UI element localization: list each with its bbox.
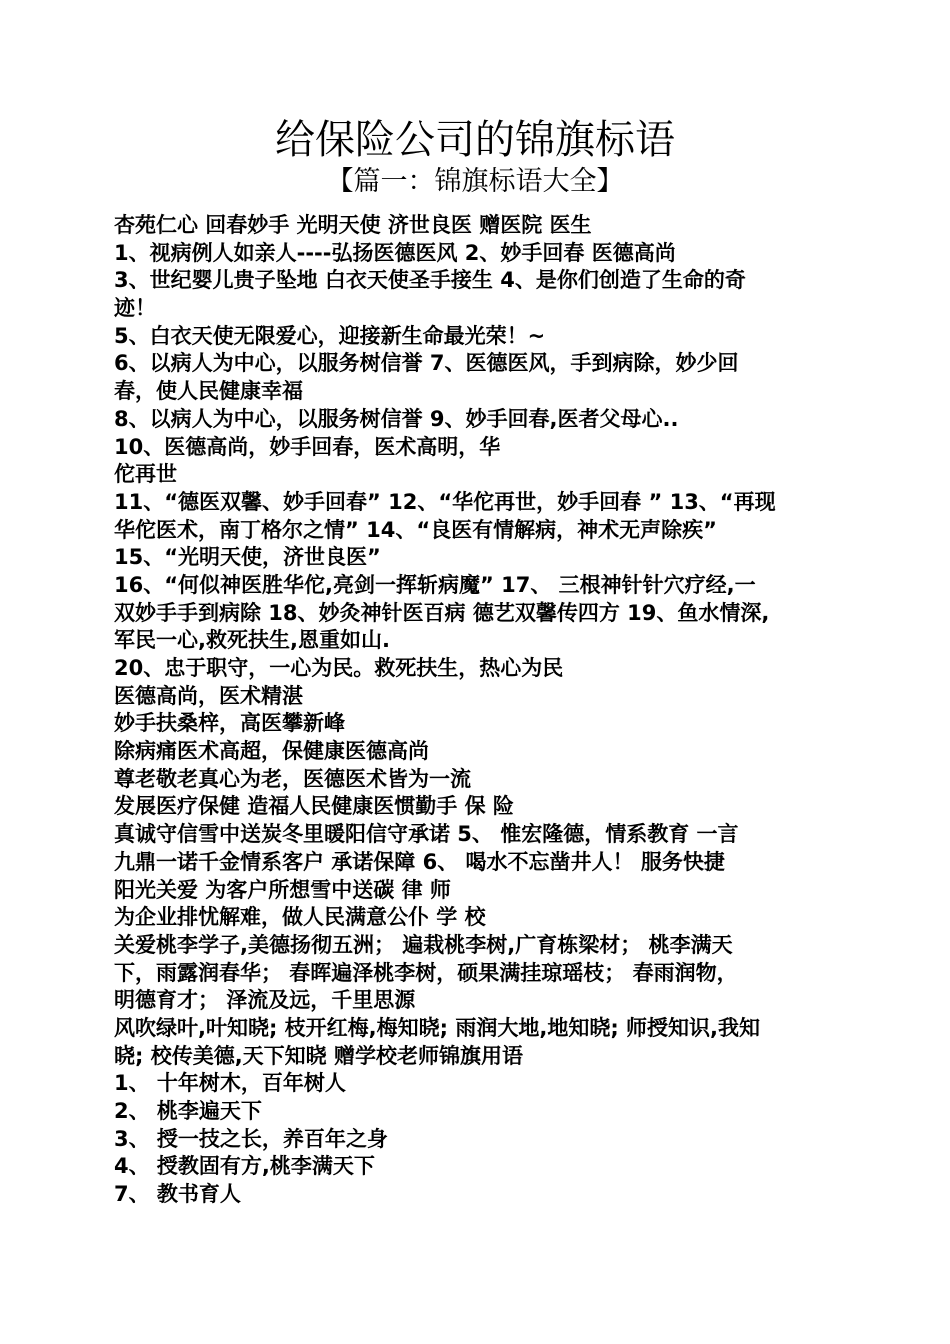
text-line: 10、医德高尚，妙手回春，医术高明，华 — [114, 434, 501, 459]
text-line: 真诚守信雪中送炭冬里暖阳信守承诺 5、 惟宏隆德，情系教育 一言 — [114, 822, 739, 847]
text-line: 迹！ — [114, 296, 156, 321]
text-line: 8、以病人为中心，以服务树信誉 9、妙手回春,医者父母心.. — [114, 406, 679, 431]
text-line: 杏苑仁心 回春妙手 光明天使 济世良医 赠医院 医生 — [114, 213, 592, 237]
text-line: 15、“光明天使，济世良医” — [114, 545, 381, 570]
text-line: 6、以病人为中心，以服务树信誉 7、医德医风，手到病除，妙少回 — [114, 351, 739, 376]
document-title: 给保险公司的锦旗标语 — [275, 117, 675, 163]
text-line: 九鼎一诺千金情系客户 承诺保障 6、 喝水不忘凿井人！ 服务快捷 — [114, 849, 725, 874]
text-line: 1、 十年树木，百年树人 — [114, 1071, 346, 1096]
text-line: 下，雨露润春华； 春晖遍泽桃李树，硕果满挂琼瑶枝； 春雨润物， — [114, 960, 738, 985]
text-line: 11、“德医双馨、妙手回春” 12、“华佗再世，妙手回春 ” 13、“再现 — [114, 489, 776, 514]
text-line: 7、 教书育人 — [114, 1182, 241, 1207]
text-line: 2、 桃李遍天下 — [114, 1099, 262, 1123]
text-line: 关爱桃李学子,美德扬彻五洲； 遍栽桃李树,广育栋梁材； 桃李满天 — [114, 932, 733, 957]
text-line: 16、“何似神医胜华佗,亮剑一挥斩病魔” 17、 三根神针针穴疗经,一 — [114, 572, 756, 597]
text-line: 医德高尚，医术精湛 — [114, 683, 303, 708]
text-line: 佗再世 — [114, 462, 177, 487]
document-body — [114, 212, 842, 1209]
text-line: 3、 授一技之长，养百年之身 — [114, 1126, 388, 1151]
text-line: 尊老敬老真心为老，医德医术皆为一流 — [114, 766, 471, 791]
text-line: 双妙手手到病除 18、妙灸神针医百病 德艺双馨传四方 19、鱼水情深, — [114, 600, 770, 625]
text-line: 20、忠于职守，一心为民。救死扶生，热心为民 — [114, 656, 564, 680]
text-line: 春，使人民健康幸福 — [114, 379, 303, 404]
text-line: 发展医疗保健 造福人民健康医惯勤手 保 险 — [114, 794, 514, 819]
text-line: 5、白衣天使无限爱心，迎接新生命最光荣！~ — [114, 323, 546, 348]
text-line: 3、世纪婴儿贵子坠地 白衣天使圣手接生 4、是你们创造了生命的奇 — [114, 268, 746, 293]
text-line: 风吹绿叶,叶知晓; 枝开红梅,梅知晓; 雨润大地,地知晓; 师授知识,我知 — [114, 1015, 761, 1040]
text-line: 华佗医术，南丁格尔之情” 14、“良医有情解病，神术无声除疾” — [114, 517, 717, 542]
text-line: 4、 授教固有方,桃李满天下 — [114, 1154, 375, 1179]
text-line: 阳光关爱 为客户所想雪中送碳 律 师 — [114, 877, 451, 902]
text-line: 晓; 校传美德,天下知晓 赠学校老师锦旗用语 — [114, 1043, 523, 1068]
text-line: 明德育才； 泽流及远，千里思源 — [114, 988, 416, 1013]
document-subtitle: 【篇一：锦旗标语大全】 — [326, 166, 624, 197]
text-line: 1、视病例人如亲人----弘扬医德医风 2、妙手回春 医德高尚 — [114, 240, 676, 265]
text-line: 除病痛医术高超，保健康医德高尚 — [114, 739, 429, 764]
text-line: 军民一心,救死扶生,恩重如山. — [114, 628, 390, 653]
text-line: 妙手扶桑梓，高医攀新峰 — [114, 711, 345, 736]
text-line: 为企业排忧解难，做人民满意公仆 学 校 — [114, 905, 486, 930]
